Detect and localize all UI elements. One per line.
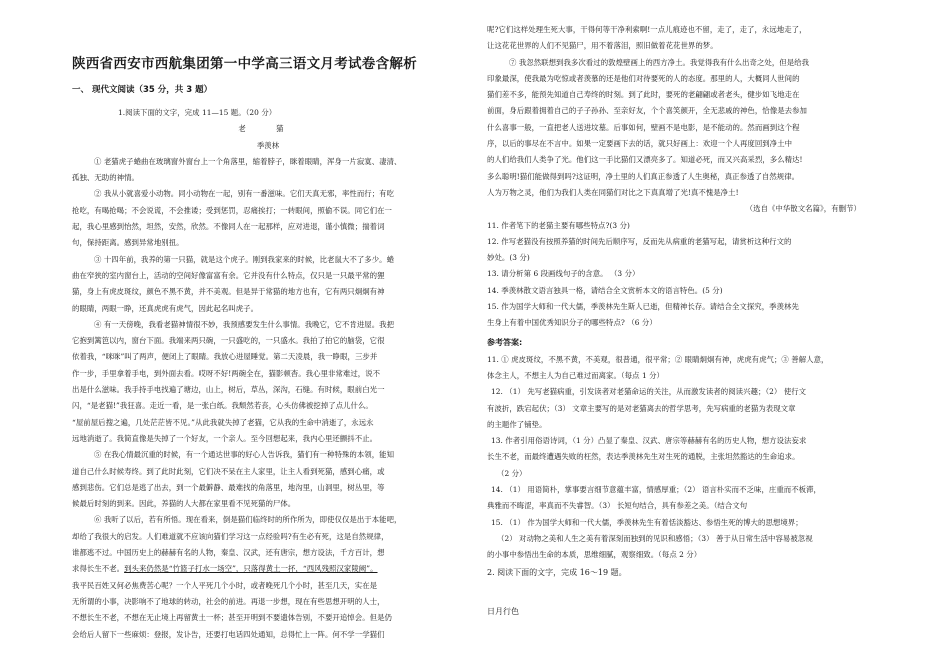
question-item: 13. 请分析第 6 段画线句子的含意。 （3 分） (487, 269, 640, 279)
essay-line: 感到悲伤。它们总是逃了出去，到一个最僻静、最难找的角落里，地沟里，山洞里，树丛里，等 (72, 482, 385, 492)
answer-line: 13. 作者引用俗语诗词，（1 分）凸显了秦皇、汉武、唐宗等赫赫有名的历史人物，想方设法妄求 (491, 436, 807, 446)
essay-line: 猫，身上有虎皮斑纹，颜色不黑不黄，并不美观。但是异于常猫的地方也有，它有两只炯炯有神 (72, 287, 385, 297)
essay-line: ⑦ 我忽然联想到我多次看过的敦煌壁画上的西方净土。我觉得我有什么出奇之处，但是给我 (509, 57, 810, 67)
essay-line: 作一步，手里拿着手电，到外面去看。哎呀不好!两碗全在，猫影顿杳。我心里非常难过，说不 (72, 368, 381, 378)
document-title: 陕西省西安市西航集团第一中学高三语文月考试卷含解析 (72, 56, 417, 72)
question-item: 12. 作写老猫没有按照养猫的时间先后顺序写，反而先从病重的老猫写起，请赏析这种行文的 (487, 236, 792, 246)
answer-line: 的主题作了铺垫。 (487, 419, 547, 429)
essay-line: 让这花花世界的人们不见猫尸，用不着落泪，照旧做着花花世界的梦。 (487, 41, 718, 51)
essay-line: 抢吃，有喝抢喝；不会说谎，不会推诿；受到惩罚，忍痛挨打；一转眼间，照偷不误。同它们在一 (72, 205, 392, 215)
essay-line: 前面，身后跟着拥着自己的子子孙孙、至亲好友，个个喜笑颜开，全无悲戚的神色，恰像是去参加 (487, 106, 807, 116)
essay-line: 依着我，“咪咪”叫了两声，便闭上了眼睛。我放心进屋睡觉。第二天凌晨，我一睁眼，三步并 (72, 352, 378, 362)
left-column (72, 50, 464, 643)
essay-line: 远地消逝了。我简直像是失掉了一个好友，一个亲人。至今回想起来，我内心里还颤抖不止。 (72, 433, 378, 443)
essay-line: 呢?它们这样处理生死大事，干得何等干净利索啊!一点儿痕迹也不留，走了，走了，永远地走了， (487, 25, 807, 34)
essay-line: 无所谓的小事，决影响不了地球的转动，社会的前进。再退一步想，现在有些思想开明的人士， (72, 596, 385, 606)
essay-continuation-and-questions (487, 22, 877, 332)
answers-body (487, 352, 877, 564)
essay-line: 我平民百姓又何必焦费苦心呢？一个人平死几个小时，或者晚死几个小时，甚至几天，实在是 (72, 580, 378, 590)
essay-line: 起，我心里感到怡然，坦然，安然，欣然。不像同人在一起那样，应对进退，谨小慎微；揣着词 (72, 222, 385, 232)
essay-line: 生身上有着中国优秀知识分子的哪些特点? （6 分） (487, 318, 657, 328)
essay-line: 道自己什么时候寿终。到了此时此刻，它们决不呆在主人家里，让主人看到死猫，感到心痛，或 (72, 466, 385, 476)
next-passage-title: 日月行色 (487, 606, 519, 616)
essay-line: 不想长生不老，不想在无止境上再留黄土一杯；甚至开明到不要遗体告别，不要开追悼会。但是仍 (72, 613, 392, 623)
essay-body (72, 154, 464, 643)
essay-line: 人为万物之灵，他们为我们人类在同猫们对比之下真真增了光!真不愧是净土! (487, 187, 739, 197)
essay-line: 曲在窄狭的室内窗台上，活动的空间好像富富有余。它并没有什么特点，仅只是一只最平常的狸 (72, 270, 385, 280)
essay-line: 闪，“是老猫!”我狂喜。走近一看，是一张白纸。我颓然若丧，心头仿佛被挖掉了点儿什么。 (72, 401, 373, 411)
essay-line: 妙处。(3 分) (487, 253, 530, 263)
answer-line: 体念主人，不想主人为自己难过而离家。（每点 1 分） (487, 370, 664, 380)
question-item: 15. 作为国学大师和一代大儒，季羡林先生斯人已逝，但精神长存。请结合全文探究，季羡林先 (487, 302, 799, 312)
essay-line: 谁都逃不过。中国历史上的赫赫有名的人物，秦皇、汉武，还有唐宗，想方设法，千方百计，想 (72, 548, 385, 558)
essay-line: （选自《中华散文名篇》，有删节） (745, 204, 861, 214)
essay-line: ③ 十四年前，我养的第一只猫，就是这个虎子。刚到我家来的时候，比老鼠大不了多少。蜷 (94, 254, 395, 264)
essay-line: 印象最深，使我最为吃惊或者羡慕的还是他们对待要死的人的态度。那里的人，大概同人世间的 (487, 73, 800, 83)
right-column (487, 22, 877, 620)
essay-line: 句，保持距离。感到异常地别扭。 (72, 238, 184, 248)
essay-line: 什么喜事一般，一直把老人送进坟墓。后事如何，壁画不是电影，是不能动的。然而画到这个程 (487, 122, 800, 132)
essay-line: 序，以后的事尽在不言中。如果一定要画下去的话，就只好画上：欢迎一个人再度回到净土中 (487, 139, 793, 149)
essay-author: 季羡林 (256, 140, 280, 150)
essay-line: 会给后人留下一些麻烦：登报，发讣告，还要打电话四处通知，总得忙上一阵。何不学一学猫们 (72, 629, 385, 639)
essay-line: 猫们差不多，能预先知道自己寿终的时刻。到了此时，要死的老翩翩或者老头，健步如飞地走在 (487, 90, 800, 100)
answer-line: 14. （1） 用语简朴，掌事要言细节意蕴丰富，情感厚重；（2） 语言朴实而不乏味，庄重而不板滞， (491, 485, 821, 495)
essay-line: “屋前屋后搜之遍，几处茫茫皆不见。”从此我就失掉了老猫，它从我的生命中消逝了，永远永 (72, 417, 374, 427)
essay-line: 却给了我很大的启发。人们难道就不应该向猫们学习这一点经验吗?有生必有死，这是自然规律， (72, 531, 389, 541)
question-item: 11. 作者笔下的老猫主要有哪些特点?(3 分) (487, 220, 630, 230)
section-heading: 一、 现代文阅读（35 分，共 3 题） (72, 85, 213, 95)
question-item: 14. 季羡林散文语言独具一格，请结合全文赏析本文的语言特色。(5 分) (487, 285, 723, 295)
answer-line: （2 分） (497, 468, 527, 478)
essay-line: 的眼睛，两眼一睁，还真虎虎有虎气，因此起名叫虎子。 (72, 303, 259, 313)
essay-title: 老 猫 (238, 124, 298, 134)
essay-line: 候最后时刻的到来。因此，养猫的人大都在家里看不见死猫的尸体。 (72, 499, 296, 509)
answer-line: 长生不老，而最终遭遇失败的枉然，表达季羡林先生对生死的通脱，主张坦然豁达的生命追求。 (487, 452, 800, 462)
answers-heading: 参考答案: (487, 337, 523, 347)
answer-line: 12. （1） 先写老猫病重，引发读者对老猫命运的关注，从而激发读者的阅读兴趣；（2） 使行文 (491, 387, 807, 397)
essay-line: 求得长生不老。到头来仍然是“竹篮子打水一场空”，只落得黄土一抔，“西风残照汉家陵阙”。 (72, 564, 378, 574)
essay-line: 它抱到篱笆以内，窗台下面。我端来两只碗，一只盛吃的，一只盛水。我拍了拍它的脑袋，它很 (72, 336, 385, 346)
essay-line: 的人们给我们人类争了光。他们这一手比猫们又漂亮多了。知道必死，而又兴高采烈，多么精达! (487, 155, 803, 165)
essay-line: ② 我从小就喜爱小动物。同小动物在一起，别有一番滋味。它们天真无邪，率性而行；有吃 (94, 189, 395, 199)
essay-line: ④ 有一天傍晚，我看老猫神情很不妙，我预感要发生什么事情。我晚它，它不肯进屋。我把 (94, 319, 395, 329)
underlined-sentence: 到头来仍然是“竹篮子打水一场空”，只落得黄土一抔，“西风残照汉家陵阙”。 (124, 564, 378, 574)
essay-line: ① 老猫虎子蜷曲在玻璃窗外窗台上一个角落里，缩着脖子，眯着眼睛，浑身一片寂寞、凄清、 (94, 156, 402, 166)
question-intro: 1.阅读下面的文字，完成 11—15 题。（20 分） (118, 108, 277, 117)
answer-line: 典雅而不晦涩，率真而不失睿智。（3） 长短句结合，具有参差之美。（结合文句 (487, 501, 748, 511)
essay-line: 孤独、无助的神情。 (72, 173, 139, 183)
essay-line: 多么聪明!猫们能做得到吗?这证明，净土里的人们真正参透了人生奥秘，真正参透了自然规律。 (487, 171, 800, 181)
answer-line: 15. （1） 作为国学大师和一代大儒，季羡林先生有着恬淡豁达、参悟生死的博大的思想境界； (491, 517, 803, 527)
essay-line: ⑥ 我听了以后，若有所悟。现在看来，倒是猫们临终时的所作所为，即使仅仅是出于本能吧， (94, 515, 402, 525)
answer-line: 有波折，跌宕起伏；（3） 文章主要写的是对老猫离去的哲学思考，先写病重的老猫为表现文章 (487, 403, 796, 413)
essay-line: ⑤ 在我心情最沉重的时候，有一个通达世事的好心人告诉我，猫们有一种特殊的本领，能知 (94, 450, 395, 460)
question-2-intro: 2. 阅读下面的文字，完成 16～19 题。 (487, 567, 627, 577)
answer-line: （2） 对动物之美和人生之美有着深刻而独到的见识和感悟；（3） 善于从日常生活中容易被忽视 (497, 533, 813, 543)
essay-line: 出是什么滋味。我手持手电找遍了塘边，山上，树后，草丛，深沟，石缝。有时候，眼前白光一 (72, 385, 385, 395)
answer-line: 的小事中参悟出生命的本质，思维细腻，观察细致。（每点 2 分） (487, 550, 702, 560)
answer-line: 11. ① 虎皮斑纹，不黑不黄，不美观，很普通，很平常；② 眼睛炯炯有神，虎虎有虎气；③ 善解人意， (487, 354, 829, 364)
